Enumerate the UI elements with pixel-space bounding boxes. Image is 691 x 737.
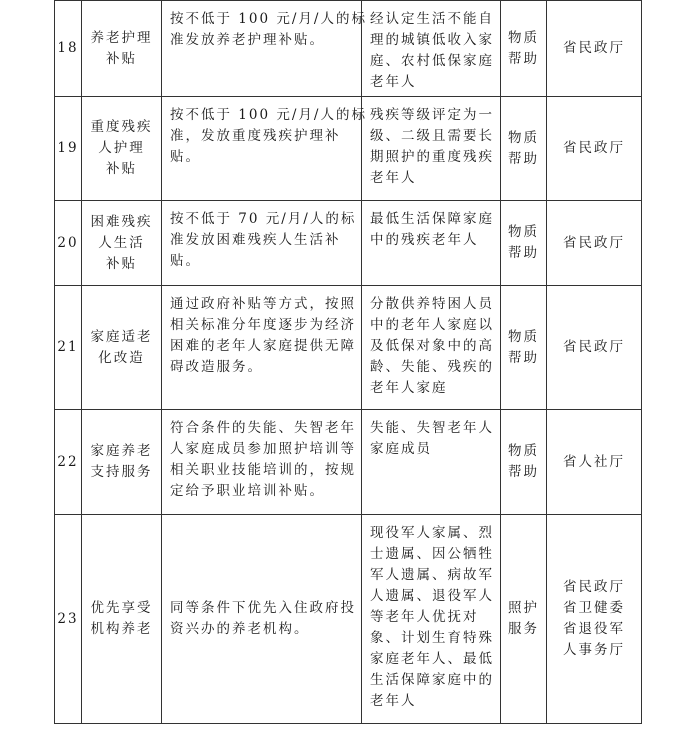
- beneficiary: [362, 286, 501, 410]
- beneficiary: [362, 201, 501, 286]
- beneficiary-line: 士遗属、因公牺牲: [370, 546, 494, 562]
- responsible-dept-line: 人事务厅: [563, 642, 625, 658]
- responsible-dept-line: 省人社厅: [563, 453, 625, 470]
- beneficiary-line: 军人遗属、病故军: [370, 567, 494, 583]
- benefit-standard-line: 准发放困难残疾人生活补: [170, 232, 341, 248]
- benefit-type-line: 帮助: [508, 464, 539, 480]
- item-name-line: 重度残疾: [90, 119, 153, 135]
- beneficiary-line: 理的城镇低收入家: [370, 32, 494, 48]
- item-name-line: 机构养老: [90, 621, 153, 637]
- beneficiary-line: 中的老年人家庭以: [370, 317, 494, 333]
- item-name: [82, 410, 162, 515]
- benefit-type: [501, 201, 547, 286]
- benefit-type-line: 物质: [508, 224, 539, 240]
- responsible-dept-line: 省卫健委: [563, 600, 625, 616]
- benefit-type-line: 物质: [508, 443, 539, 459]
- row-number: 22: [55, 410, 82, 515]
- beneficiary-line: 象、计划生育特殊: [370, 630, 494, 646]
- item-name-line: 人生活: [98, 234, 145, 251]
- benefit-standard-line: 贴。: [170, 253, 201, 269]
- benefit-type: [501, 1, 547, 97]
- item-name: [82, 1, 162, 97]
- item-name-line: 补贴: [106, 161, 137, 177]
- beneficiary-line: 中的残疾老年人: [370, 232, 479, 248]
- item-name-line: 优先享受: [90, 600, 153, 616]
- table-row: [55, 410, 642, 515]
- beneficiary-line: 龄、失能、残疾的: [370, 359, 494, 375]
- beneficiary-line: 生活保障家庭中的: [370, 672, 494, 688]
- benefit-type-line: 帮助: [508, 150, 539, 167]
- policy-table: [54, 0, 642, 724]
- benefit-standard-line: 同等条件下优先入住政府投: [170, 600, 356, 616]
- responsible-dept-line: 省民政厅: [563, 234, 625, 251]
- beneficiary-line: 分散供养特困人员: [370, 296, 494, 312]
- beneficiary-line: 老年人家庭: [370, 380, 448, 396]
- beneficiary-line: 老年人: [370, 170, 417, 186]
- benefit-standard-line: 定给予职业培训补贴。: [170, 483, 325, 499]
- item-name-line: 养老护理: [90, 29, 153, 46]
- beneficiary-line: 失能、失智老年人: [370, 420, 494, 436]
- beneficiary-line: 残疾等级评定为一: [370, 107, 494, 123]
- benefit-standard-line: 按不低于 100 元/月/人的标: [170, 107, 367, 123]
- beneficiary-line: 级、二级且需要长: [370, 128, 494, 144]
- row-number: 19: [55, 97, 82, 201]
- responsible-dept-line: 省民政厅: [563, 140, 625, 156]
- beneficiary-line: 人遗属、退役军人: [370, 588, 494, 604]
- table-row: [55, 97, 642, 201]
- item-name-line: 困难残疾: [90, 213, 153, 230]
- responsible-dept: [547, 286, 642, 410]
- item-name: [82, 201, 162, 286]
- responsible-dept-line: 省民政厅: [563, 339, 625, 355]
- beneficiary-line: 家庭老年人、最低: [370, 651, 494, 667]
- item-name-line: 家庭适老: [90, 328, 153, 345]
- item-name-line: 人护理: [98, 140, 145, 156]
- row-number: 18: [55, 1, 82, 97]
- row-number: 21: [55, 286, 82, 410]
- benefit-type-line: 帮助: [508, 349, 539, 366]
- beneficiary-line: 经认定生活不能自: [370, 11, 494, 27]
- benefit-standard-line: 准发放养老护理补贴。: [170, 32, 325, 48]
- benefit-type-line: 物质: [508, 328, 539, 345]
- benefit-type-line: 帮助: [508, 50, 539, 67]
- benefit-type: [501, 410, 547, 515]
- benefit-type: [501, 515, 547, 724]
- benefit-standard-line: 通过政府补贴等方式，按照: [170, 296, 356, 312]
- table-row: [55, 201, 642, 286]
- benefit-standard-line: 困难的老年人家庭提供无障: [170, 338, 356, 354]
- responsible-dept-line: 省民政厅: [563, 40, 625, 56]
- benefit-standard-line: 按不低于 100 元/月/人的标: [170, 11, 367, 27]
- benefit-standard: [162, 410, 362, 515]
- benefit-standard: [162, 201, 362, 286]
- beneficiary-line: 庭、农村低保家庭: [370, 53, 494, 69]
- table-row: [55, 1, 642, 97]
- item-name: [82, 515, 162, 724]
- row-number: 23: [55, 515, 82, 724]
- beneficiary-line: 期照护的重度残疾: [370, 149, 494, 165]
- table-row: [55, 515, 642, 724]
- benefit-standard-line: 相关标准分年度逐步为经济: [170, 317, 356, 333]
- beneficiary-line: 及低保对象中的高: [370, 338, 494, 354]
- benefit-type-line: 物质: [508, 129, 539, 146]
- policy-table-body: [55, 1, 642, 724]
- beneficiary: [362, 515, 501, 724]
- benefit-standard-line: 按不低于 70 元/月/人的标: [170, 211, 357, 227]
- item-name-line: 补贴: [106, 255, 137, 272]
- benefit-type-line: 照护: [508, 600, 539, 616]
- responsible-dept-line: 省民政厅: [563, 579, 625, 595]
- benefit-standard-line: 准，发放重度残疾护理补: [170, 128, 341, 144]
- item-name-line: 化改造: [98, 349, 145, 366]
- benefit-standard: [162, 97, 367, 201]
- item-name-line: 支持服务: [90, 464, 153, 480]
- benefit-standard: [162, 515, 362, 724]
- beneficiary: [362, 410, 501, 515]
- benefit-standard: [162, 1, 367, 97]
- responsible-dept: [547, 410, 642, 515]
- item-name-line: 家庭养老: [90, 443, 153, 459]
- benefit-standard-line: 相关职业技能培训的，按规: [170, 462, 356, 478]
- benefit-type: [501, 97, 547, 201]
- responsible-dept: [547, 1, 642, 97]
- responsible-dept: [547, 201, 642, 286]
- beneficiary-line: 等老年人优抚对: [370, 609, 479, 625]
- item-name-line: 补贴: [106, 50, 137, 67]
- benefit-standard: [162, 286, 362, 410]
- beneficiary: [362, 1, 501, 97]
- item-name: [82, 286, 162, 410]
- benefit-type-line: 物质: [508, 29, 539, 46]
- benefit-standard-line: 符合条件的失能、失智老年: [170, 420, 356, 436]
- beneficiary-line: 老年人: [370, 74, 417, 90]
- benefit-type-line: 帮助: [508, 245, 539, 261]
- benefit-standard-line: 资兴办的养老机构。: [170, 621, 310, 637]
- beneficiary-line: 老年人: [370, 693, 417, 709]
- row-number: 20: [55, 201, 82, 286]
- benefit-type: [501, 286, 547, 410]
- benefit-type-line: 服务: [508, 621, 539, 637]
- beneficiary-line: 最低生活保障家庭: [370, 211, 494, 227]
- beneficiary: [362, 97, 501, 201]
- table-row: [55, 286, 642, 410]
- responsible-dept: [547, 97, 642, 201]
- benefit-standard-line: 碍改造服务。: [170, 359, 263, 375]
- beneficiary-line: 现役军人家属、烈: [370, 525, 494, 541]
- benefit-standard-line: 人家庭成员参加照护培训等: [170, 441, 356, 457]
- item-name: [82, 97, 162, 201]
- benefit-standard-line: 贴。: [170, 149, 201, 165]
- responsible-dept-line: 省退役军: [563, 621, 625, 637]
- beneficiary-line: 家庭成员: [370, 441, 432, 457]
- responsible-dept: [547, 515, 642, 724]
